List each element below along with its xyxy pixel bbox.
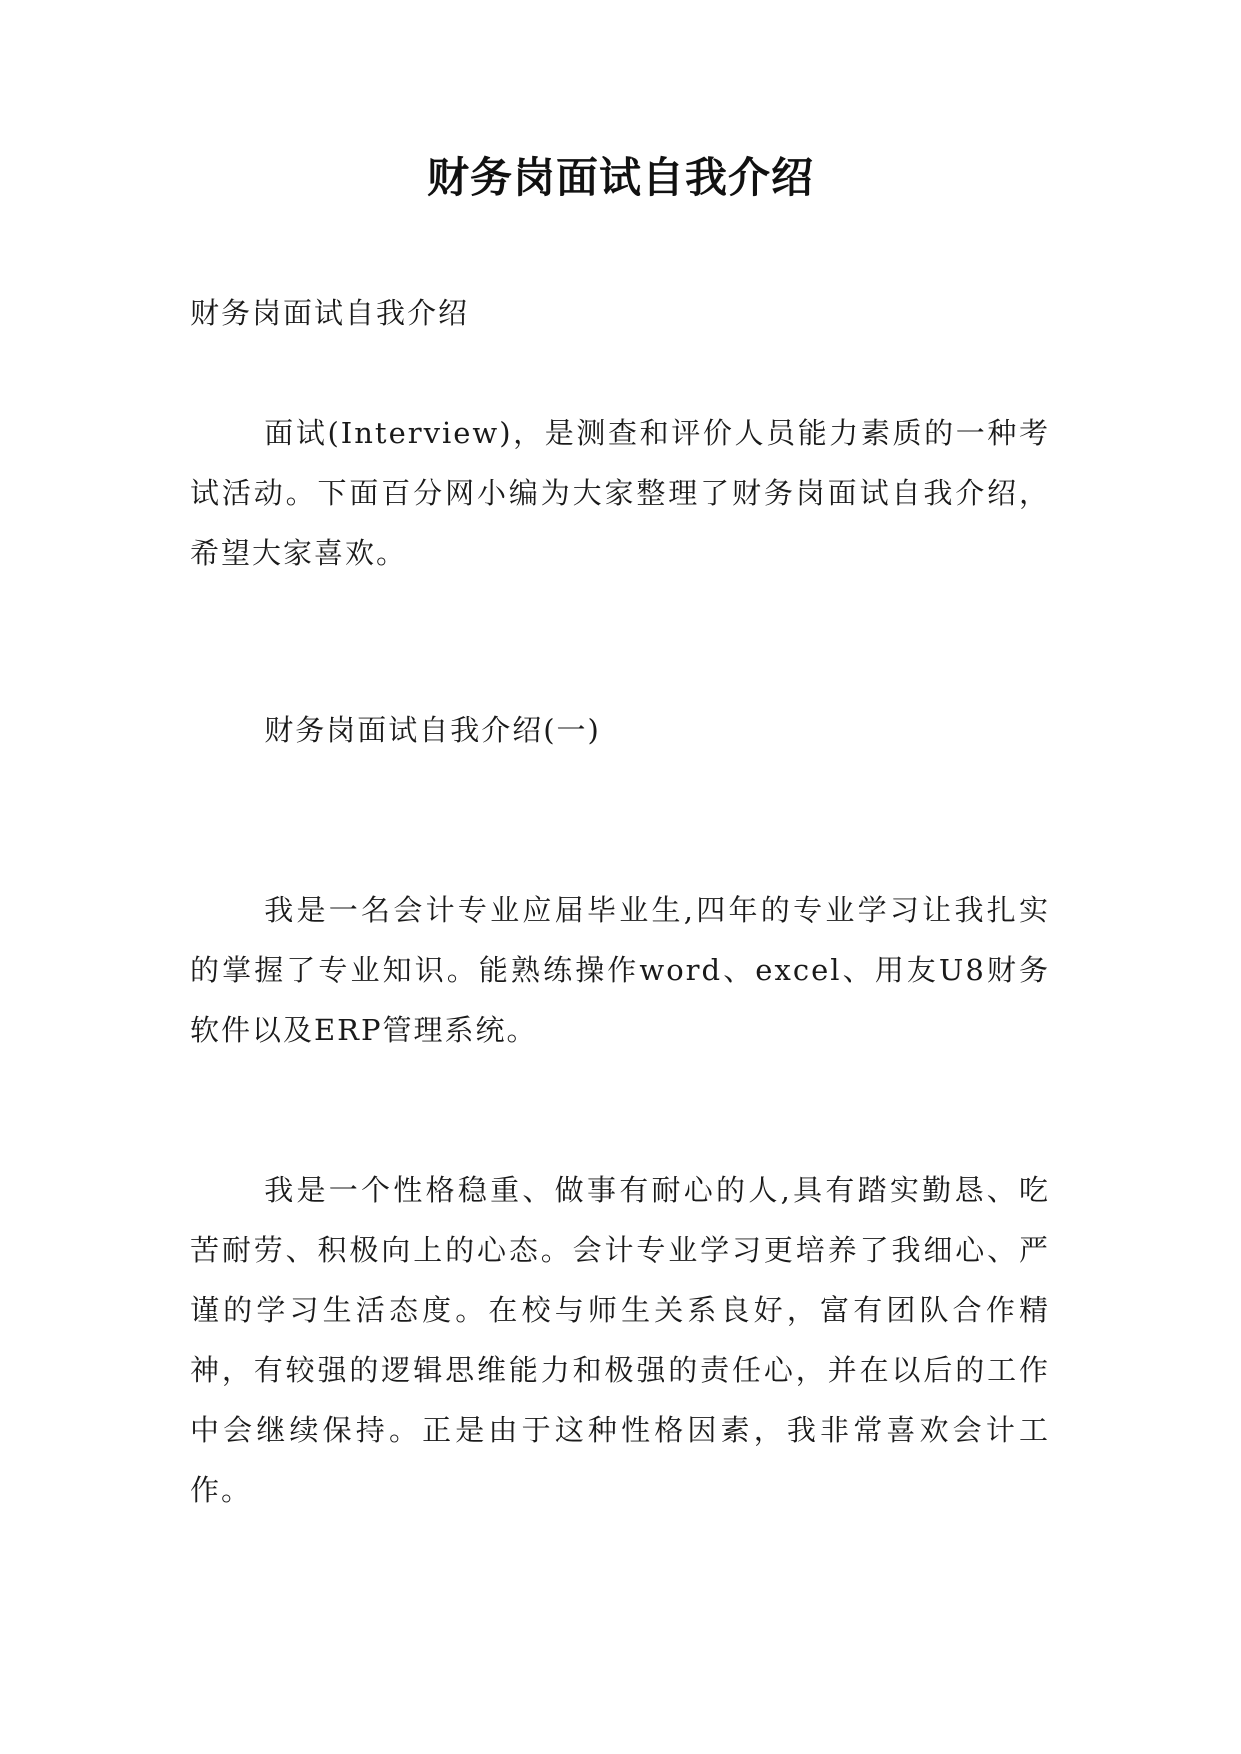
body-paragraph: 我是一个性格稳重、做事有耐心的人,具有踏实勤恳、吃苦耐劳、积极向上的心态。会计专业学习更培养了我细心、严谨的学习生活态度。在校与师生关系良好，富有团队合作精神，有较强的逻辑思维能力和极强的责任心，并在以后的工作中会继续保持。正是由于这种性格因素，我非常喜欢会计工作。: [190, 1173, 1050, 1507]
body-paragraph: 我是一名会计专业应届毕业生,四年的专业学习让我扎实的掌握了专业知识。能熟练操作word、excel、用友U8财务软件以及ERP管理系统。: [190, 893, 1050, 1047]
intro-paragraph: 面试(Interview)，是测查和评价人员能力素质的一种考试活动。下面百分网小编为大家整理了财务岗面试自我介绍，希望大家喜欢。: [190, 416, 1050, 570]
section-heading: 财务岗面试自我介绍(一): [264, 713, 601, 747]
document-title: 财务岗面试自我介绍: [426, 153, 814, 202]
document-subtitle: 财务岗面试自我介绍: [190, 296, 470, 330]
